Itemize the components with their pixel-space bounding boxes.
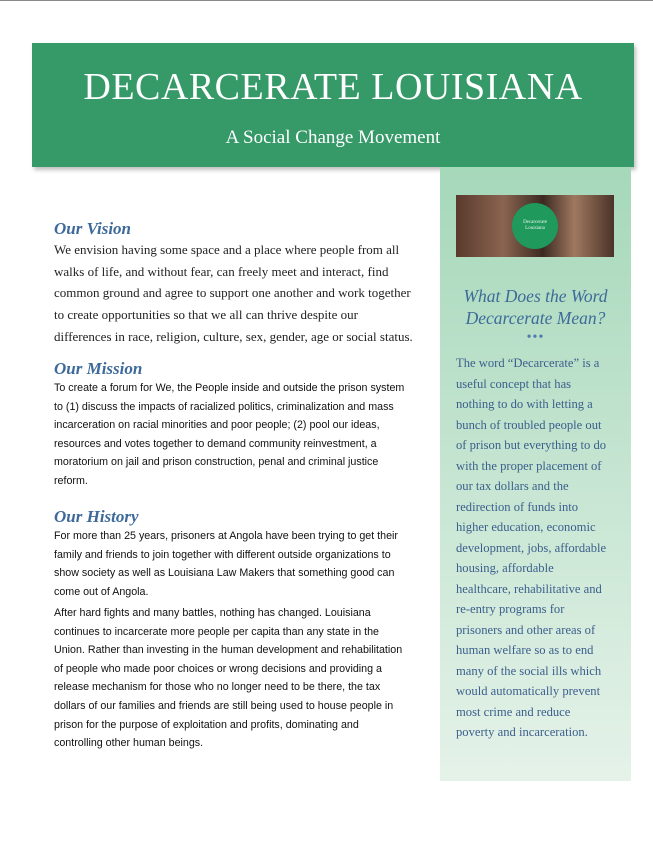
- text-line: human welfare so as to end: [456, 643, 594, 657]
- text-line: The word “Decarcerate” is a: [456, 356, 600, 370]
- text-line: controlling other human beings.: [54, 737, 204, 750]
- header-banner: [32, 43, 634, 167]
- text-line: to (1) discuss the impacts of racialized politics, criminalization and mass: [54, 400, 394, 413]
- text-line: differences in race, religion, culture, sex, gender, age or social status.: [54, 328, 413, 344]
- hands-photo: [456, 195, 614, 257]
- text-line: re-entry programs for: [456, 602, 565, 616]
- text-line: many of the social ills which: [456, 663, 602, 678]
- page-top-border: [0, 0, 653, 1]
- text-line: incarceration on racial minorities and poor people; (2) pool our ideas,: [54, 419, 380, 432]
- text-line: healthcare, rehabilitative and: [456, 581, 602, 596]
- text-line: We envision having some space and a place where people from all: [54, 242, 400, 257]
- history-paragraph-2: [54, 604, 402, 753]
- text-line: of prison but everything to do: [456, 438, 607, 452]
- logo-circle: Decarcerate Louisiana: [512, 203, 558, 249]
- text-line: prison for the purpose of exploitation and profits, dominating and: [54, 718, 359, 731]
- text-line: walks of life, and without fear, can freely meet and interact, find: [54, 263, 389, 279]
- page-subtitle: A Social Change Movement: [225, 127, 441, 148]
- text-line: resources and votes together to demand community reinvestment, a: [54, 437, 377, 450]
- text-line: bunch of troubled people out: [456, 417, 602, 432]
- sidebar-heading-line: What Does the Word: [463, 286, 608, 306]
- mission-heading: Our Mission: [54, 359, 143, 378]
- text-line: Union. Rather than investing in the human development and rehabilitation: [54, 644, 403, 657]
- text-line: development, jobs, affordable: [456, 540, 607, 555]
- text-line: higher education, economic: [456, 520, 596, 534]
- vision-body: [54, 239, 413, 348]
- text-line: to create opportunities so that we all can thrive despite our: [54, 307, 358, 323]
- text-line: show society as well as Louisiana Law Makers that something good can: [54, 567, 395, 580]
- text-line: poverty and incarceration.: [456, 725, 588, 739]
- mission-body: [54, 379, 404, 491]
- history-paragraph-1: [54, 527, 398, 601]
- vision-heading: Our Vision: [54, 219, 132, 238]
- text-line: useful concept that has: [456, 376, 572, 391]
- sidebar-heading: [440, 285, 631, 329]
- text-line: family and friends to join together with different outside organizations to: [54, 548, 391, 561]
- text-line: To create a forum for We, the People inside and outside the prison system: [54, 382, 405, 394]
- dots-divider: •••: [526, 330, 545, 345]
- text-line: our tax dollars and the: [456, 479, 569, 493]
- sidebar-heading-line: Decarcerate Mean?: [465, 308, 606, 328]
- sidebar-body: [456, 353, 606, 743]
- text-line: most crime and reduce: [456, 704, 571, 719]
- text-line: reform.: [54, 474, 88, 487]
- text-line: nothing to do with letting a: [456, 397, 593, 411]
- text-line: come out of Angola.: [54, 585, 149, 598]
- text-line: housing, affordable: [456, 561, 554, 575]
- text-line: dollars of our families and friends are still being used to house people in: [54, 699, 394, 712]
- text-line: For more than 25 years, prisoners at Angola have been trying to get their: [54, 530, 398, 542]
- sidebar: [440, 167, 631, 781]
- text-line: moratorium on jail and prison construction, penal and criminal justice: [54, 456, 379, 469]
- history-heading: Our History: [54, 507, 139, 526]
- text-line: with the proper placement of: [456, 458, 602, 473]
- text-line: would automatically prevent: [456, 684, 601, 698]
- text-line: release mechanism for those who no longer need to be there, the tax: [54, 681, 381, 694]
- text-line: prisoners and other areas of: [456, 622, 596, 637]
- text-line: of people who made poor choices or wrong decisions and providing a: [54, 662, 382, 675]
- text-line: common ground and agree to support one another and work together: [54, 285, 411, 301]
- text-line: After hard fights and many battles, nothing has changed. Louisiana: [54, 607, 371, 619]
- text-line: redirection of funds into: [456, 499, 579, 514]
- text-line: continues to incarcerate more people per capita than any state in the: [54, 625, 379, 638]
- page-title: DECARCERATE LOUISIANA: [83, 66, 583, 108]
